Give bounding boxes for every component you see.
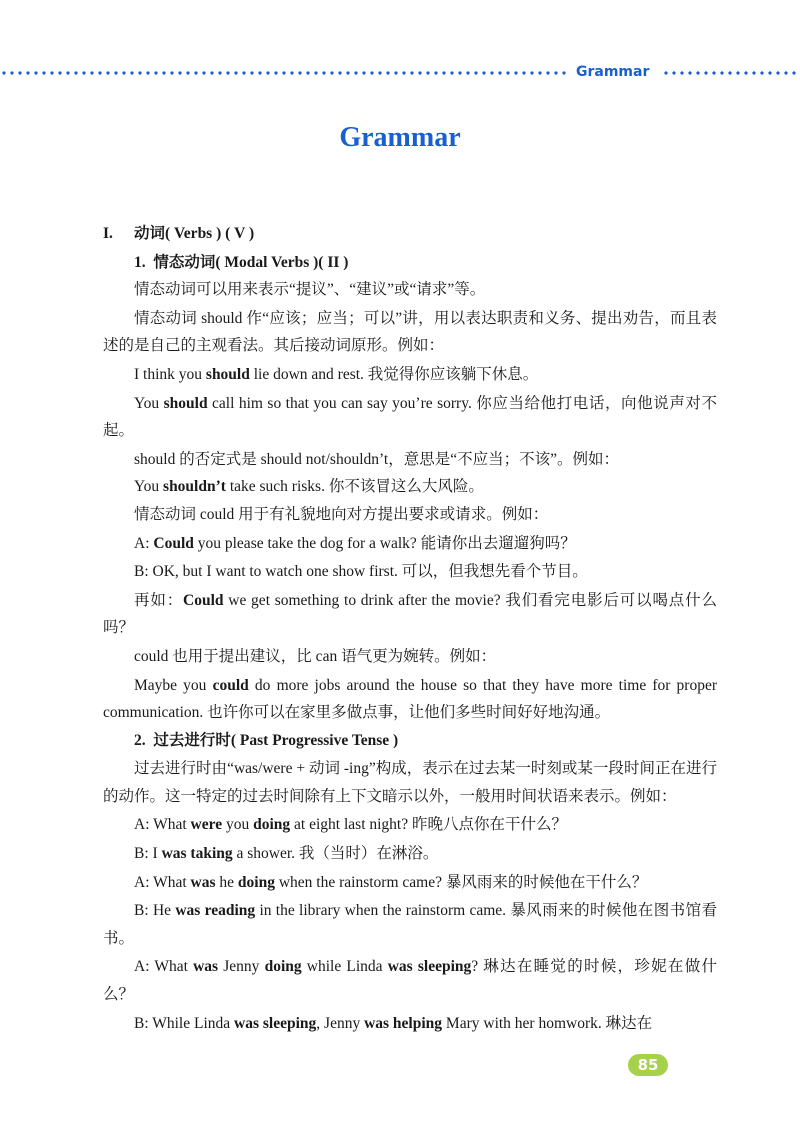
example-sentence: A: What was Jenny doing while Linda was sleeping? 琳达在睡觉的时候，珍妮在做什么？	[103, 958, 717, 1004]
paragraph: could 也用于提出建议，比 can 语气更为婉转。例如：	[134, 647, 497, 665]
example-sentence: A: Could you please take the dog for a walk? 能请你出去遛遛狗吗？	[134, 534, 576, 552]
example-sentence: Maybe you could do more jobs around the house so that they have more time for proper communication. 也许你可以在家里多做点事，让他们多些时间好好地沟通。	[103, 676, 718, 722]
example-sentence: You should call him so that you can say you’re sorry. 你应当给他打电话，向他说声对不起。	[103, 394, 717, 440]
dotted-rule-right	[662, 71, 800, 75]
subsection-heading	[103, 249, 717, 277]
example-sentence: You shouldn’t take such risks. 你不该冒这么大风险。	[134, 478, 484, 496]
example-sentence: B: He was reading in the library when the rainstorm came. 暴风雨来的时候他在图书馆看书。	[103, 902, 717, 947]
body-text	[103, 220, 717, 1037]
paragraph: 过去进行时由“was/were + 动词 -ing”构成，表示在过去某一时刻或某一段时间正在进行的动作。这一特定的过去时间除有上下文暗示以外，一般用时间状语来表示。例如：	[103, 760, 717, 805]
example-sentence: A: What was he doing when the rainstorm came? 暴风雨来的时候他在干什么？	[134, 873, 648, 891]
example-sentence: 再如：Could we get something to drink after the movie? 我们看完电影后可以喝点什么吗？	[103, 591, 717, 637]
running-header	[0, 62, 800, 82]
paragraph: 情态动词 could 用于有礼貌地向对方提出要求或请求。例如：	[134, 505, 549, 523]
paragraph: 情态动词 should 作“应该；应当；可以”讲，用以表达职责和义务、提出劝告，而且表述的是自己的主观看法。其后接动词原形。例如：	[103, 309, 717, 355]
paragraph: should 的否定式是 should not/shouldn’t，意思是“不应当；不该”。例如：	[134, 450, 619, 468]
example-sentence: B: While Linda was sleeping, Jenny was helping Mary with her homwork. 琳达在	[134, 1014, 653, 1032]
page-title: Grammar	[339, 122, 461, 153]
paragraph: 情态动词可以用来表示“提议”、“建议”或“请求”等。	[134, 281, 486, 299]
dotted-rule-left	[0, 71, 568, 75]
section-title: 动词( Verbs ) ( V )	[134, 225, 255, 242]
subsection-title: 情态动词( Modal Verbs )( II )	[153, 253, 349, 271]
example-sentence: A: What were you doing at eight last night? 昨晚八点你在干什么？	[134, 816, 567, 834]
page-number-badge: 85	[628, 1054, 668, 1076]
subsection-heading	[103, 727, 717, 755]
example-sentence: B: I was taking a shower. 我（当时）在淋浴。	[134, 845, 439, 863]
section-number: I.	[103, 225, 113, 242]
subsection-number: 2.	[134, 731, 146, 749]
section-heading	[103, 220, 717, 248]
subsection-number: 1.	[134, 253, 146, 271]
subsection-title: 过去进行时( Past Progressive Tense )	[153, 731, 399, 749]
example-sentence: B: OK, but I want to watch one show first. 可以，但我想先看个节目。	[134, 563, 588, 581]
example-sentence: I think you should lie down and rest. 我觉得你应该躺下休息。	[134, 365, 539, 383]
running-header-label: Grammar	[576, 64, 650, 80]
